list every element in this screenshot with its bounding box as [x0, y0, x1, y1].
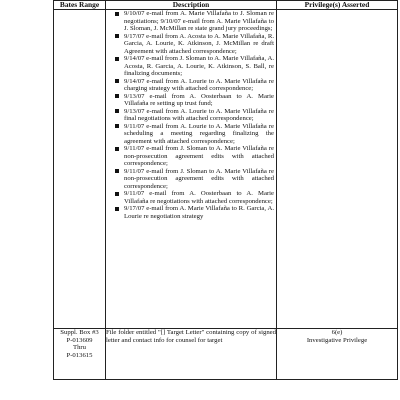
bates-range-cell	[54, 329, 106, 380]
privilege-name: Investigative Privilege	[306, 336, 368, 344]
square-bullet-icon	[115, 12, 119, 16]
folder-row	[54, 329, 398, 380]
privilege-code: 6(e)	[331, 329, 343, 336]
square-bullet-icon	[115, 124, 119, 128]
list-item: 9/11/07 e-mail from A. Lourie to A. Marie Villafaña re scheduling a meeting regarding finalizing the agreement with attached correspondence;	[124, 123, 274, 146]
list-item: 9/17/07 e-mail from A. Acosta to A. Marie Villafaña, R. Garcia, A. Lourie, K. Atkinson, J. McMillan re draft Agreement with attached correspondence;	[124, 33, 274, 56]
header-bates-range: Bates Range	[54, 1, 106, 10]
header-row	[54, 1, 398, 10]
list-item: 9/17/07 e-mail from A. Marie Villafaña to R. Garcia, A. Lourie re negotiation strategy	[124, 205, 274, 220]
list-item: 9/11/07 e-mail from A. Oosterbaan to A. Marie Villafaña re negotiations with attached correspondence;	[124, 190, 274, 205]
square-bullet-icon	[115, 147, 119, 151]
list-item: 9/10/07 e-mail from A. Marie Villafaña to J. Sloman re negotiations; 9/10/07 e-mail from A. Marie Villafaña to J. Sloman, J. McMillan re state grand jury proceedings;	[124, 10, 274, 33]
square-bullet-icon	[115, 207, 119, 211]
email-row	[54, 10, 398, 329]
header-description: Description	[106, 1, 277, 10]
square-bullet-icon	[115, 34, 119, 38]
list-item: 9/14/07 e-mail from A. Lourie to A. Marie Villafaña re charging strategy with attached correspondence;	[124, 78, 274, 93]
privilege-asserted-cell	[277, 329, 398, 380]
list-item: 9/14/07 e-mail from J. Sloman to A. Marie Villafaña, A. Acosta, R. Garcia, A. Lourie, K. Atkinson, S. Ball, re finalizing documents;	[124, 55, 274, 78]
bates-box: Suppl. Box #3	[60, 329, 99, 336]
square-bullet-icon	[115, 192, 119, 196]
list-item: 9/11/07 e-mail from J. Sloman to A. Marie Villafaña re non-prosecution agreement edits with attached correspondence;	[124, 145, 274, 168]
square-bullet-icon	[115, 109, 119, 113]
bates-end: P-013615	[66, 351, 93, 359]
privilege-cell-empty	[277, 10, 398, 329]
email-description-cell	[106, 10, 277, 329]
email-list	[106, 10, 276, 220]
list-item: 9/11/07 e-mail from J. Sloman to A. Marie Villafaña re non-prosecution agreement edits with attached correspondence;	[124, 168, 274, 191]
list-item: 9/13/07 e-mail from A. Lourie to A. Marie Villafaña re final negotiations with attached correspondence;	[124, 108, 274, 123]
bates-cell-empty	[54, 10, 106, 329]
square-bullet-icon	[115, 169, 119, 173]
square-bullet-icon	[115, 79, 119, 83]
list-item: 9/13/07 e-mail from A. Oosterbaan to A. Marie Villafaña re setting up trust fund;	[124, 93, 274, 108]
folder-description: File folder entitled "[] Target Letter" containing copy of signed letter and contact info for counsel for target	[106, 329, 277, 380]
square-bullet-icon	[115, 57, 119, 61]
bates-thru: Thru	[73, 344, 86, 351]
privilege-log-table	[53, 0, 398, 380]
bates-start: P-013609	[66, 336, 93, 344]
header-privileges: Privilege(s) Asserted	[277, 1, 398, 10]
square-bullet-icon	[115, 94, 119, 98]
